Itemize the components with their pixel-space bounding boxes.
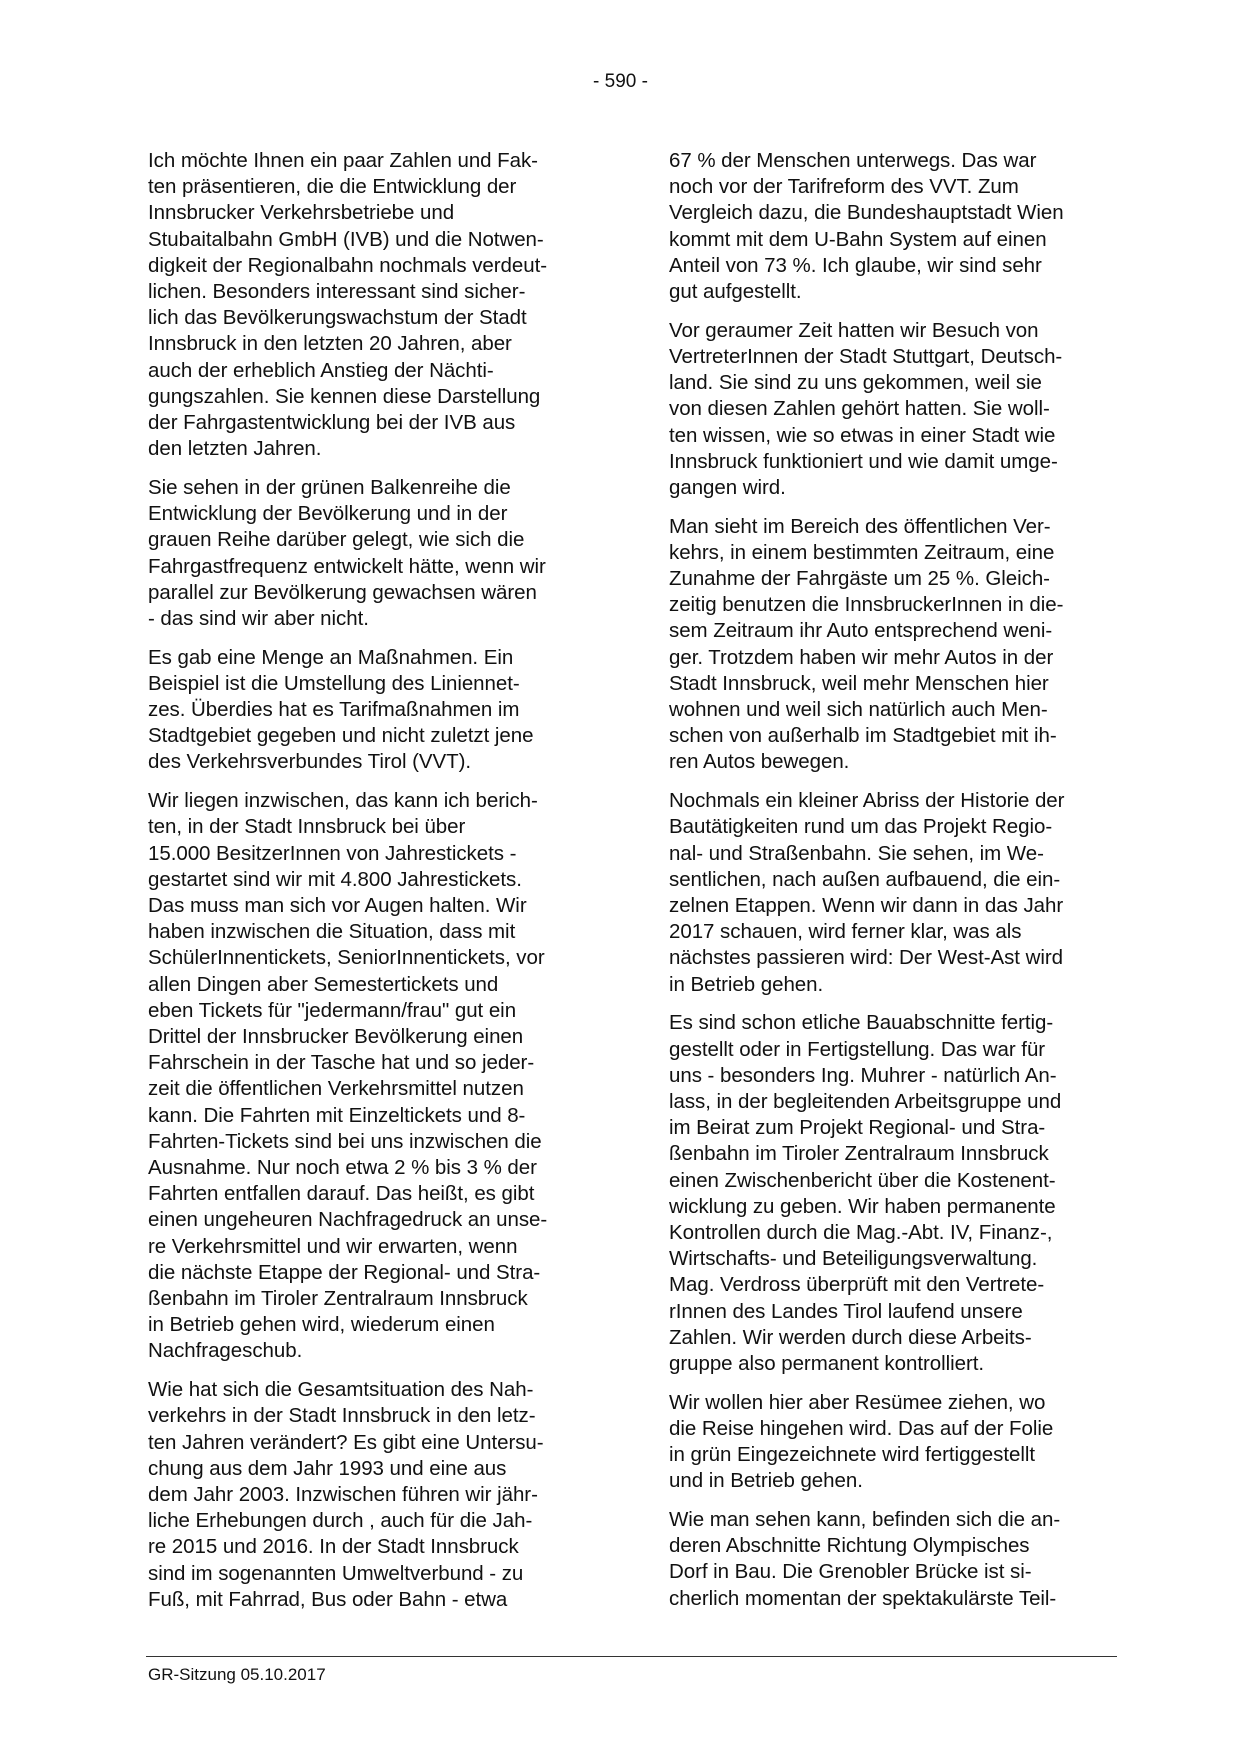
paragraph: Wie man sehen kann, befinden sich die an- deren Abschnitte Richtung Olympisches Dorf in Bau. Die Grenobler Brücke ist si- cherlich momentan der spektakulärste Teil- [669,1507,1061,1610]
paragraph: 67 % der Menschen unterwegs. Das war noch vor der Tarifreform des VVT. Zum Vergleich dazu, die Bundeshauptstadt Wien kommt mit dem U-Bahn System auf einen Anteil von 73 %. Ich glaube, wir sind sehr gut aufgestellt. [669,149,1064,304]
footer-session-date: GR-Sitzung 05.10.2017 [148,1665,326,1684]
paragraph: Es gab eine Menge an Maßnahmen. Ein Beispiel ist die Umstellung des Liniennet- zes. Überdies hat es Tarifmaßnahmen im Stadtgebiet gegeben und nicht zuletzt jene des Verkehrsverbundes Tirol (VVT). [148,645,534,774]
right-column [669,148,1119,1624]
paragraph: Ich möchte Ihnen ein paar Zahlen und Fak- ten präsentieren, die die Entwicklung der Innsbrucker Verkehrsbetriebe und Stubaitalbahn GmbH (IVB) und die Notwen- digkeit der Regionalbahn nochmals verdeut- lichen. Besonders interessant sind sicher- lich das Bevölkerungswachstum der Stadt Innsbruck in den letzten 20 Jahren, aber auch der erheblich Anstieg der Nächti- gungszahlen. Sie kennen diese Darstellung der Fahrgastentwicklung bei der IVB aus den letzten Jahren. [148,149,548,461]
paragraph: Nochmals ein kleiner Abriss der Historie der Bautätigkeiten rund um das Projekt Regio- nal- und Straßenbahn. Sie sehen, im We- sentlichen, nach außen aufbauend, die ein- zelnen Etappen. Wenn wir dann in das Jahr 2017 schauen, wird ferner klar, was als nächstes passieren wird: Der West-Ast wird in Betrieb gehen. [669,789,1065,996]
paragraph: Sie sehen in der grünen Balkenreihe die Entwicklung der Bevölkerung und in der grauen Reihe darüber gelegt, wie sich die Fahrgastfrequenz entwickelt hätte, wenn wir parallel zur Bevölkerung gewachsen wären - das sind wir aber nicht. [148,475,546,630]
paragraph: Vor geraumer Zeit hatten wir Besuch von VertreterInnen der Stadt Stuttgart, Deutsch- land. Sie sind zu uns gekommen, weil sie von diesen Zahlen gehört hatten. Sie woll- ten wissen, wie so etwas in einer Stadt wie Innsbruck funktioniert und wie damit umge- gangen wird. [669,318,1063,499]
paragraph: Man sieht im Bereich des öffentlichen Ver- kehrs, in einem bestimmten Zeitraum, eine Zunahme der Fahrgäste um 25 %. Gleich- zeitig benutzen die InnsbruckerInnen in die- sem Zeitraum ihr Auto entsprechend weni- ger. Trotzdem haben wir mehr Autos in der Stadt Innsbruck, weil mehr Menschen hier wohnen und weil sich natürlich auch Men- schen von außerhalb im Stadtgebiet mit ih- ren Autos bewegen. [669,514,1064,774]
page-number: - 590 - [593,71,648,92]
paragraph: Wie hat sich die Gesamtsituation des Nah- verkehrs in der Stadt Innsbruck in den letz- ten Jahren verändert? Es gibt eine Untersu- chung aus dem Jahr 1993 und eine aus dem Jahr 2003. Inzwischen führen wir jähr- liche Erhebungen durch , auch für die Jah- re 2015 und 2016. In der Stadt Innsbruck sind im sogenannten Umweltverbund - zu Fuß, mit Fahrrad, Bus oder Bahn - etwa [148,1378,544,1611]
paragraph: Wir liegen inzwischen, das kann ich berich- ten, in der Stadt Innsbruck bei über 15.000 BesitzerInnen von Jahrestickets - gestartet sind wir mit 4.800 Jahrestickets. Das muss man sich vor Augen halten. Wir haben inzwischen die Situation, dass mit SchülerInnentickets, SeniorInnentickets, vor allen Dingen aber Semestertickets und eben Tickets für "jedermann/frau" gut ein Drittel der Innsbrucker Bevölkerung einen Fahrschein in der Tasche hat und so jeder- zeit die öffentlichen Verkehrsmittel nutzen kann. Die Fahrten mit Einzeltickets und 8- Fahrten-Tickets sind bei uns inzwischen die Ausnahme. Nur noch etwa 2 % bis 3 % der Fahrten entfallen darauf. Das heißt, es gibt einen ungeheuren Nachfragedruck an unse- re Verkehrsmittel und wir erwarten, wenn die nächste Etappe der Regional- und Stra- ßenbahn im Tiroler Zentralraum Innsbruck in Betrieb gehen wird, wiederum einen Nachfrageschub. [148,789,548,1363]
footer-divider [146,1656,1117,1657]
left-column [148,148,598,1625]
paragraph: Es sind schon etliche Bauabschnitte fertig- gestellt oder in Fertigstellung. Das war für uns - besonders Ing. Muhrer - natürlich An- lass, in der begleitenden Arbeitsgruppe und im Beirat zum Projekt Regional- und Stra- ßenbahn im Tiroler Zentralraum Innsbruck einen Zwischenbericht über die Kostenent- wicklung zu geben. Wir haben permanente Kontrollen durch die Mag.-Abt. IV, Finanz-, Wirtschafts- und Beteiligungsverwaltung. Mag. Verdross überprüft mit den Vertrete- rInnen des Landes Tirol laufend unsere Zahlen. Wir werden durch diese Arbeits- gruppe also permanent kontrolliert. [669,1011,1062,1375]
paragraph: Wir wollen hier aber Resümee ziehen, wo die Reise hingehen wird. Das auf der Folie in grün Eingezeichnete wird fertiggestellt und in Betrieb gehen. [669,1390,1054,1493]
